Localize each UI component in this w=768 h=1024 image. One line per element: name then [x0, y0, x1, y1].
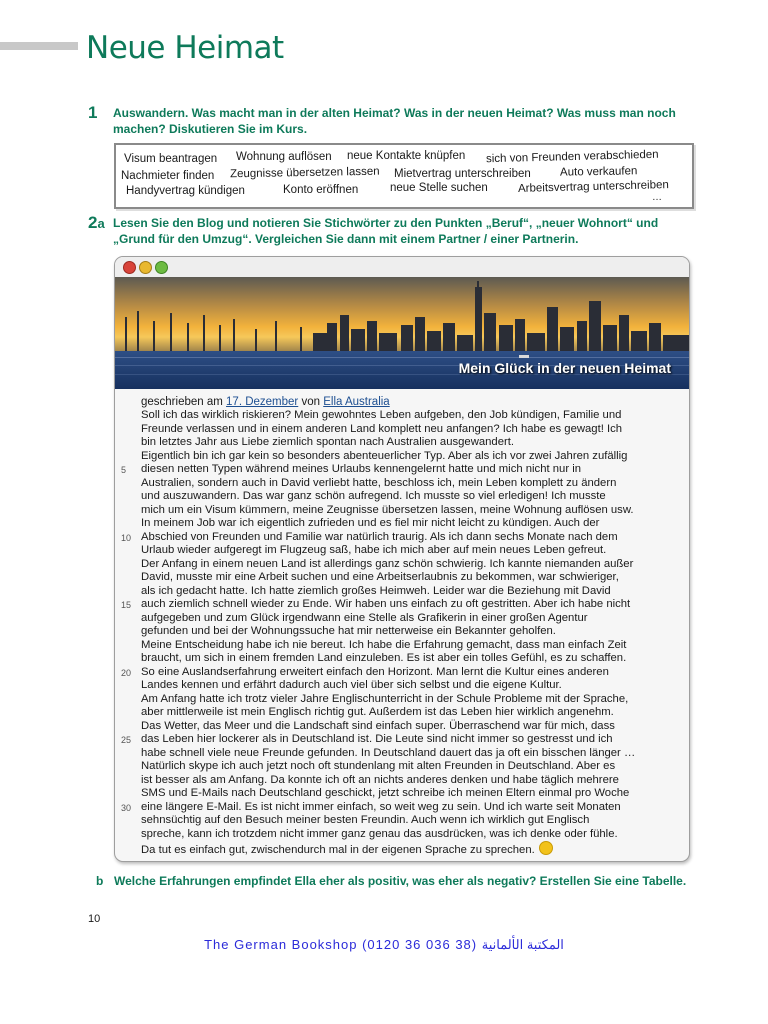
- maximize-window-icon[interactable]: [155, 261, 168, 274]
- task-2-sub-letter: a: [97, 216, 105, 231]
- blog-date-link[interactable]: 17. Dezember: [226, 396, 299, 408]
- blog-line: aber mittlerweile ist mein Englisch richtig gut. Außerdem ist das Leben hier wirklich angenehm.: [141, 706, 614, 718]
- task-1-line-2: machen? Diskutieren Sie im Kurs.: [113, 122, 308, 136]
- line-number: 15: [121, 600, 132, 610]
- blog-line: Australien, sondern auch in David verliebt hatte, beschloss ich, mein Leben komplett zu ändern: [141, 476, 617, 489]
- word-item: Auto verkaufen: [559, 165, 638, 179]
- line-number: 10: [121, 532, 132, 543]
- meta-prefix: geschrieben am: [141, 396, 223, 408]
- word-item: neue Stelle suchen: [390, 182, 488, 194]
- task-2b-instruction: Welche Erfahrungen empfindet Ella eher als positiv, was eher als negativ? Erstellen Sie eine Tabelle.: [114, 874, 687, 888]
- task-1-instruction: [113, 105, 698, 137]
- task-2b-label: b: [96, 874, 104, 888]
- page-title: Neue Heimat: [86, 30, 284, 66]
- blog-line-last: [141, 841, 553, 856]
- blog-window: [114, 256, 690, 862]
- task-2a-instruction: [113, 215, 698, 247]
- word-item: Visum beantragen: [124, 153, 218, 165]
- word-item: Konto eröffnen: [283, 184, 359, 196]
- blog-line: und auszuwandern. Das war ganz schön aufregend. Ich musste so viel erledigen! Ich musste: [141, 490, 606, 502]
- meta-mid: von: [301, 396, 321, 408]
- blog-line: habe schnell viele neue Freunde gefunden. In Deutschland dauert das ja oft ein bisschen länger …: [141, 746, 636, 759]
- task-1-line-1: Auswandern. Was macht man in der alten Heimat? Was in der neuen Heimat? Was muss man noch: [113, 106, 676, 120]
- bookshop-watermark: The German Bookshop (0120 36 036 38) المكتبة الألمانية: [204, 937, 564, 952]
- blog-line: Soll ich das wirklich riskieren? Mein gewohntes Leben aufgeben, den Job kündigen, Familie und: [141, 409, 622, 421]
- line-number: 30: [121, 802, 132, 813]
- window-titlebar: [115, 257, 689, 278]
- blog-line: braucht, um sich in einem fremden Land einzuleben. Es ist aber ein tolles Gefühl, es zu schaffen.: [141, 652, 627, 664]
- blog-line: ist besser als am Anfang. Da konnte ich oft an nichts anderes denken und habe täglich mehrere: [141, 773, 619, 786]
- task-2a-line-2: „Grund für den Umzug“. Vergleichen Sie dann mit einem Partner / einer Partnerin.: [113, 232, 579, 246]
- blog-line: Natürlich skype ich auch jetzt noch oft stundenlang mit alten Freunden in Deutschland. Aber es: [141, 760, 616, 772]
- close-window-icon[interactable]: [123, 261, 136, 274]
- word-item: Mietvertrag unterschreiben: [394, 168, 531, 180]
- word-item: Wohnung auflösen: [236, 151, 332, 163]
- blog-line: auch ziemlich schnell wieder zu Ende. Wir haben uns einfach zu oft gestritten. Aber ich habe nicht: [141, 598, 631, 610]
- blog-line: bin letztes Jahr aus Liebe ziemlich spontan nach Australien ausgewandert.: [141, 436, 515, 448]
- blog-line: David, musste mir eine Arbeit suchen und eine Arbeitserlaubnis zu bekommen, war schwieriger,: [141, 571, 619, 583]
- blog-line: Das Wetter, das Meer und die Landschaft sind einfach super. Überraschend war für mich, dass: [141, 719, 615, 732]
- blog-line: aufgegeben und zum Glück irgendwann eine Stelle als Grafikerin in einer großen Agentur: [141, 611, 588, 624]
- blog-line: gefunden und bei der Wohnungssuche hat mir netterweise ein Bekannter geholfen.: [141, 625, 556, 637]
- blog-line-last-text: Da tut es einfach gut, zwischendurch mal in der eigenen Sprache zu sprechen.: [141, 844, 535, 856]
- blog-line: das Leben hier lockerer als in Deutschland ist. Die Leute sind nicht immer so gestresst und ich: [141, 733, 613, 745]
- word-item: Nachmieter finden: [121, 170, 215, 182]
- blog-meta: [141, 396, 390, 408]
- line-number: 20: [121, 667, 132, 678]
- blog-line: spreche, kann ich trotzdem nicht immer ganz genau das ausdrücken, was ich denke oder fühle.: [141, 827, 618, 840]
- minimize-window-icon[interactable]: [139, 261, 152, 274]
- blog-line: sehnsüchtig auf den Besuch meiner besten Freundin. Auch wenn ich wirklich gut Englisch: [141, 814, 590, 826]
- header-accent-bar: [0, 42, 78, 50]
- blog-line: Meine Entscheidung habe ich nie bereut. Ich habe die Erfahrung gemacht, dass man einfach Zeit: [141, 638, 627, 651]
- task-2-number: [88, 213, 105, 233]
- blog-line: Eigentlich bin ich gar kein so besonders abenteuerlicher Typ. Aber als ich vor zwei Jahren zufällig: [141, 449, 628, 462]
- task-2a-line-1: Lesen Sie den Blog und notieren Sie Stichwörter zu den Punkten „Beruf“, „neuer Wohnort“ und: [113, 216, 659, 230]
- word-item: Zeugnisse übersetzen lassen: [229, 165, 380, 181]
- blog-author-link[interactable]: Ella Australia: [323, 396, 390, 408]
- word-item: neue Kontakte knüpfen: [347, 150, 466, 162]
- blog-line: Urlaub wieder aufgeregt im Flugzeug saß, habe ich mich aber auf mein neues Leben gefreut.: [141, 544, 607, 556]
- blog-line: Am Anfang hatte ich trotz vieler Jahre Englischunterricht in der Schule Probleme mit der Sprache,: [141, 692, 629, 705]
- blog-line: diesen netten Typen während meines Urlaubs kennengelernt hatte und mich nicht nur in: [141, 463, 582, 475]
- blog-banner-title: Mein Glück in der neuen Heimat: [458, 360, 671, 376]
- word-item-ellipsis: …: [652, 192, 662, 203]
- blog-line: als ich gedacht hatte. Ich hatte ziemlich großes Heimweh. Leider war die Beziehung mit David: [141, 584, 611, 597]
- word-item: Arbeitsvertrag unterschreiben: [517, 179, 669, 195]
- line-number: 5: [121, 465, 127, 475]
- task-2-number-digit: 2: [88, 213, 98, 232]
- blog-line: Landes kennen und erfährt dadurch auch viel über sich selbst und die eigene Kultur.: [141, 679, 562, 691]
- blog-line: So eine Auslandserfahrung erweitert einfach den Horizont. Man lernt die Kultur eines anderen: [141, 665, 609, 678]
- word-box: [114, 143, 694, 209]
- page-number: 10: [88, 913, 101, 925]
- smiley-icon: [539, 841, 553, 855]
- blog-line: In meinem Job war ich eigentlich zufrieden und es fiel mir nicht leicht zu kündigen. Auch der: [141, 517, 600, 529]
- task-1-number: 1: [88, 103, 98, 122]
- word-item: Handyvertrag kündigen: [126, 185, 245, 197]
- blog-line: Abschied von Freunden und Familie war natürlich traurig. Als ich dann sechs Monate nach dem: [141, 530, 618, 543]
- blog-line: eine längere E-Mail. Es ist nicht immer einfach, so weit weg zu sein. Und ich warte seit Monaten: [141, 800, 621, 813]
- blog-line: mich um ein Visum kümmern, meine Zeugnisse übersetzen lassen, meine Wohnung auflösen usw.: [141, 503, 634, 516]
- blog-line: SMS und E-Mails nach Deutschland geschickt, jetzt schreibe ich meinen Eltern einmal pro Woche: [141, 787, 630, 799]
- word-item: sich von Freunden verabschieden: [485, 148, 659, 166]
- line-number: 25: [121, 735, 132, 745]
- blog-line: Freunde verlassen und in einem anderen Land komplett neu anfangen? Ich habe es gewagt! Ich: [141, 422, 623, 435]
- blog-line: Der Anfang in einem neuen Land ist allerdings ganz schön schwierig. Ich kannte niemanden außer: [141, 557, 634, 570]
